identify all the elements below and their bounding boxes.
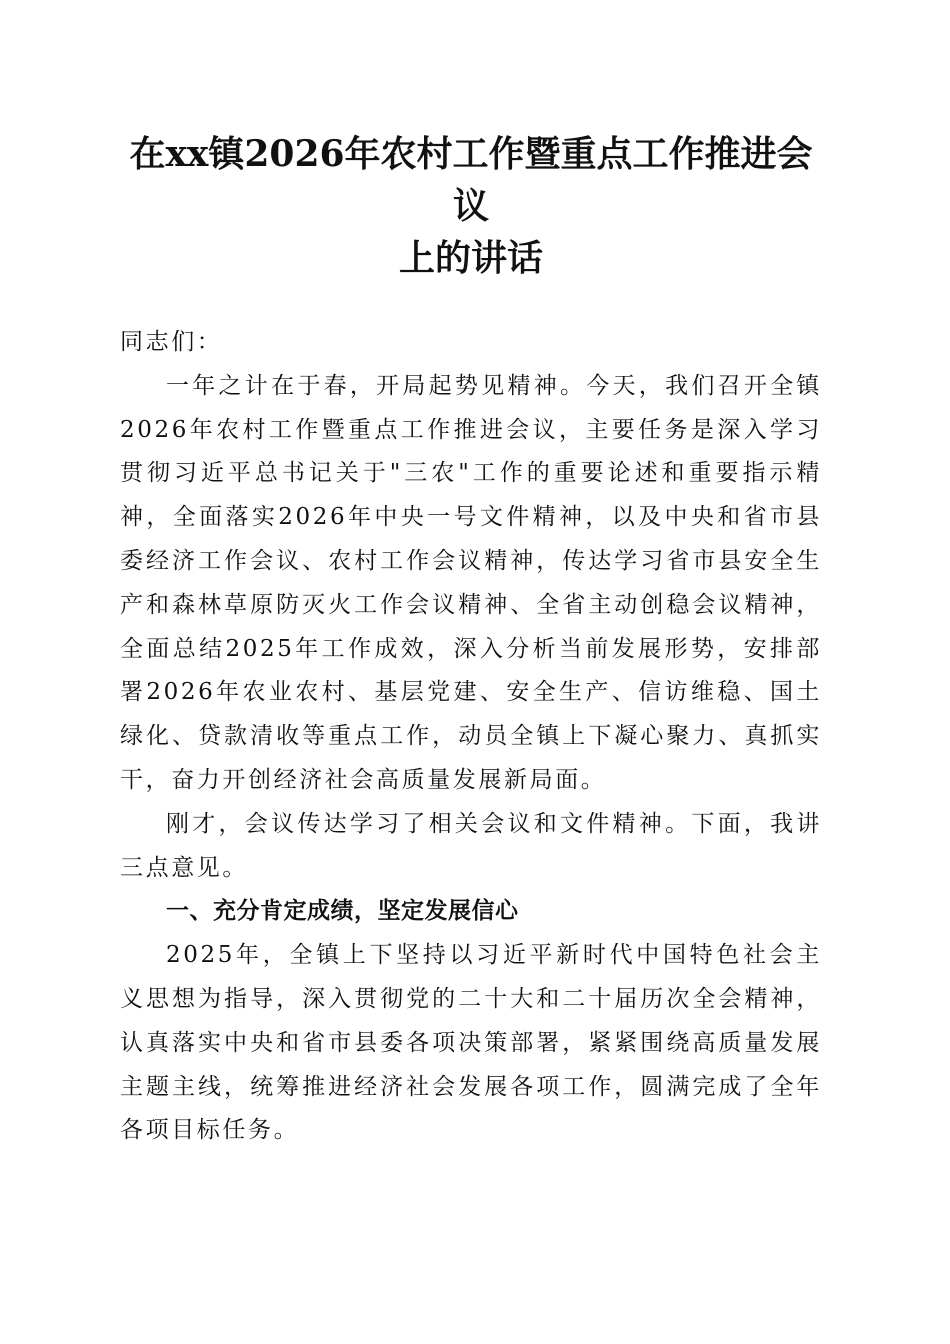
section-heading-1: 一、充分肯定成绩，坚定发展信心	[166, 898, 519, 925]
paragraph-achievements: 2025年，全镇上下坚持以习近平新时代中国特色社会主义思想为指导，深入贯彻党的二十大和二十届历次全会精神，认真落实中央和省市县委各项决策部署，紧紧围绕高质量发展主题主线，统筹推进经济社会发展各项工作，圆满完成了全年各项目标任务。	[120, 942, 822, 1144]
title-line-2: 上的讲话	[398, 237, 543, 279]
salutation: 同志们：	[120, 329, 223, 355]
paragraph-transition: 刚才，会议传达学习了相关会议和文件精神。下面，我讲三点意见。	[120, 810, 822, 881]
paragraph-opening: 一年之计在于春，开局起势见精神。今天，我们召开全镇2026年农村工作暨重点工作推进会议，主要任务是深入学习贯彻习近平总书记关于"三农"工作的重要论述和重要指示精神，全面落实2026年中央一号文件精神，以及中央和省市县委经济工作会议、农村工作会议精神，传达学习省市县安全生产和森林草原防灭火工作会议精神、全省主动创稳会议精神，全面总结2025年工作成效，深入分析当前发展形势，安排部署2026年农业农村、基层党建、安全生产、信访维稳、国土绿化、贷款清收等重点工作，动员全镇上下凝心聚力、真抓实干，奋力开创经济社会高质量发展新局面。	[120, 372, 822, 793]
document-page	[120, 128, 822, 1153]
document-title	[120, 128, 822, 284]
document-body	[120, 321, 822, 1153]
title-line-1: 在xx镇2026年农村工作暨重点工作推进会议	[129, 133, 813, 227]
